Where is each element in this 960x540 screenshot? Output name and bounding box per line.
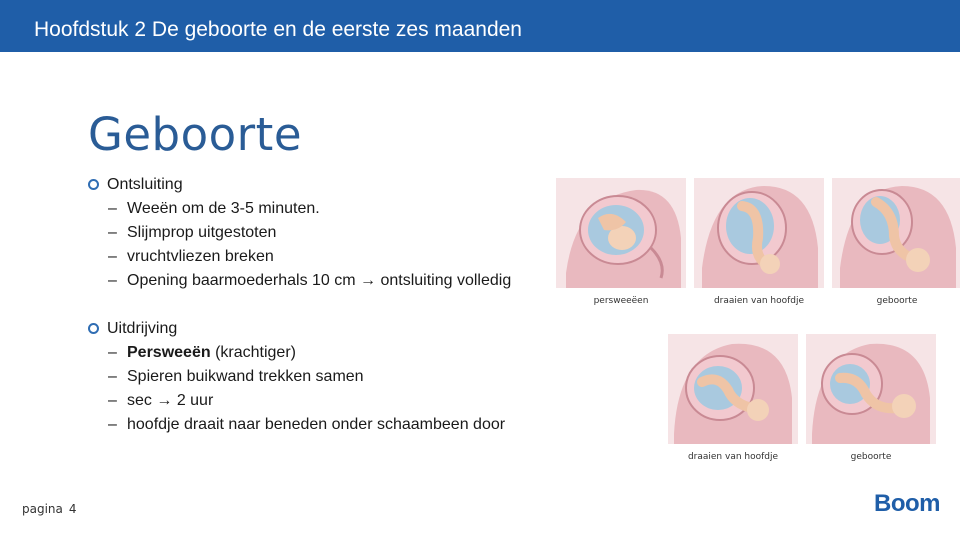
slide-title: Geboorte <box>88 108 303 161</box>
sub-list <box>88 199 548 295</box>
section-heading <box>88 319 548 343</box>
list-item-text: (krachtiger) <box>215 344 296 361</box>
illustration-caption: draaien van hoofdje <box>687 452 779 462</box>
list-item-text: sec <box>127 392 152 409</box>
section-uitdrijving <box>88 319 548 439</box>
arrow-right-icon: → <box>360 272 377 289</box>
list-item <box>88 391 548 415</box>
illustration-row-bottom <box>668 334 936 462</box>
illustration-draaien-van-hoofdje <box>694 178 824 306</box>
list-item <box>88 271 548 295</box>
birth-stage-illustration <box>556 178 686 288</box>
list-item <box>88 343 548 367</box>
birth-stage-illustration <box>694 178 824 288</box>
list-item-text: ontsluiting volledig <box>380 272 512 289</box>
list-item <box>88 247 548 271</box>
list-item <box>88 223 548 247</box>
birth-stage-illustration <box>806 334 936 444</box>
arrow-right-icon: → <box>156 392 173 409</box>
dash-bullet-icon: – <box>108 344 117 361</box>
list-item-text: 2 uur <box>176 392 214 409</box>
birth-stage-illustration <box>668 334 798 444</box>
page-number-value: 4 <box>68 502 77 516</box>
illustration-caption: draaien van hoofdje <box>713 296 805 306</box>
illustration-caption: geboorte <box>850 452 892 462</box>
dash-bullet-icon: – <box>108 416 117 433</box>
illustration-geboorte <box>832 178 960 306</box>
dash-bullet-icon: – <box>108 248 117 265</box>
circle-bullet-icon <box>88 323 99 334</box>
dash-bullet-icon: – <box>108 392 117 409</box>
birth-stage-illustration <box>832 178 960 288</box>
illustration-row-top <box>556 178 960 306</box>
list-item <box>88 415 548 439</box>
list-item-text: Slijmprop uitgestoten <box>127 224 277 241</box>
list-item-text: hoofdje draait naar beneden onder schaambeen door <box>127 416 506 433</box>
dash-bullet-icon: – <box>108 272 117 289</box>
list-item <box>88 367 548 391</box>
section-heading <box>88 175 548 199</box>
illustration-geboorte <box>806 334 936 462</box>
list-item-text: Weeën om de 3-5 minuten. <box>127 200 320 217</box>
illustration-persweeen <box>556 178 686 306</box>
dash-bullet-icon: – <box>108 368 117 385</box>
page-label: pagina <box>22 502 63 516</box>
list-item-text: vruchtvliezen breken <box>127 248 274 265</box>
list-item-text: Spieren buikwand trekken samen <box>127 368 364 385</box>
page-number <box>22 502 77 516</box>
illustration-caption: persweeëen <box>593 296 649 306</box>
section-ontsluiting <box>88 175 548 295</box>
illustration-draaien-van-hoofdje <box>668 334 798 462</box>
dash-bullet-icon: – <box>108 224 117 241</box>
dash-bullet-icon: – <box>108 200 117 217</box>
section-heading-text: Ontsluiting <box>107 176 183 193</box>
sub-list <box>88 343 548 439</box>
circle-bullet-icon <box>88 179 99 190</box>
chapter-title: Hoofdstuk 2 De geboorte en de eerste zes maanden <box>34 18 522 41</box>
boom-logo: Boom <box>874 490 940 517</box>
list-item-text: Opening baarmoederhals 10 cm <box>127 272 356 289</box>
list-item <box>88 199 548 223</box>
list-item-strong-text: Persweeën <box>127 344 211 361</box>
illustration-caption: geboorte <box>876 296 918 306</box>
section-heading-text: Uitdrijving <box>107 320 178 337</box>
